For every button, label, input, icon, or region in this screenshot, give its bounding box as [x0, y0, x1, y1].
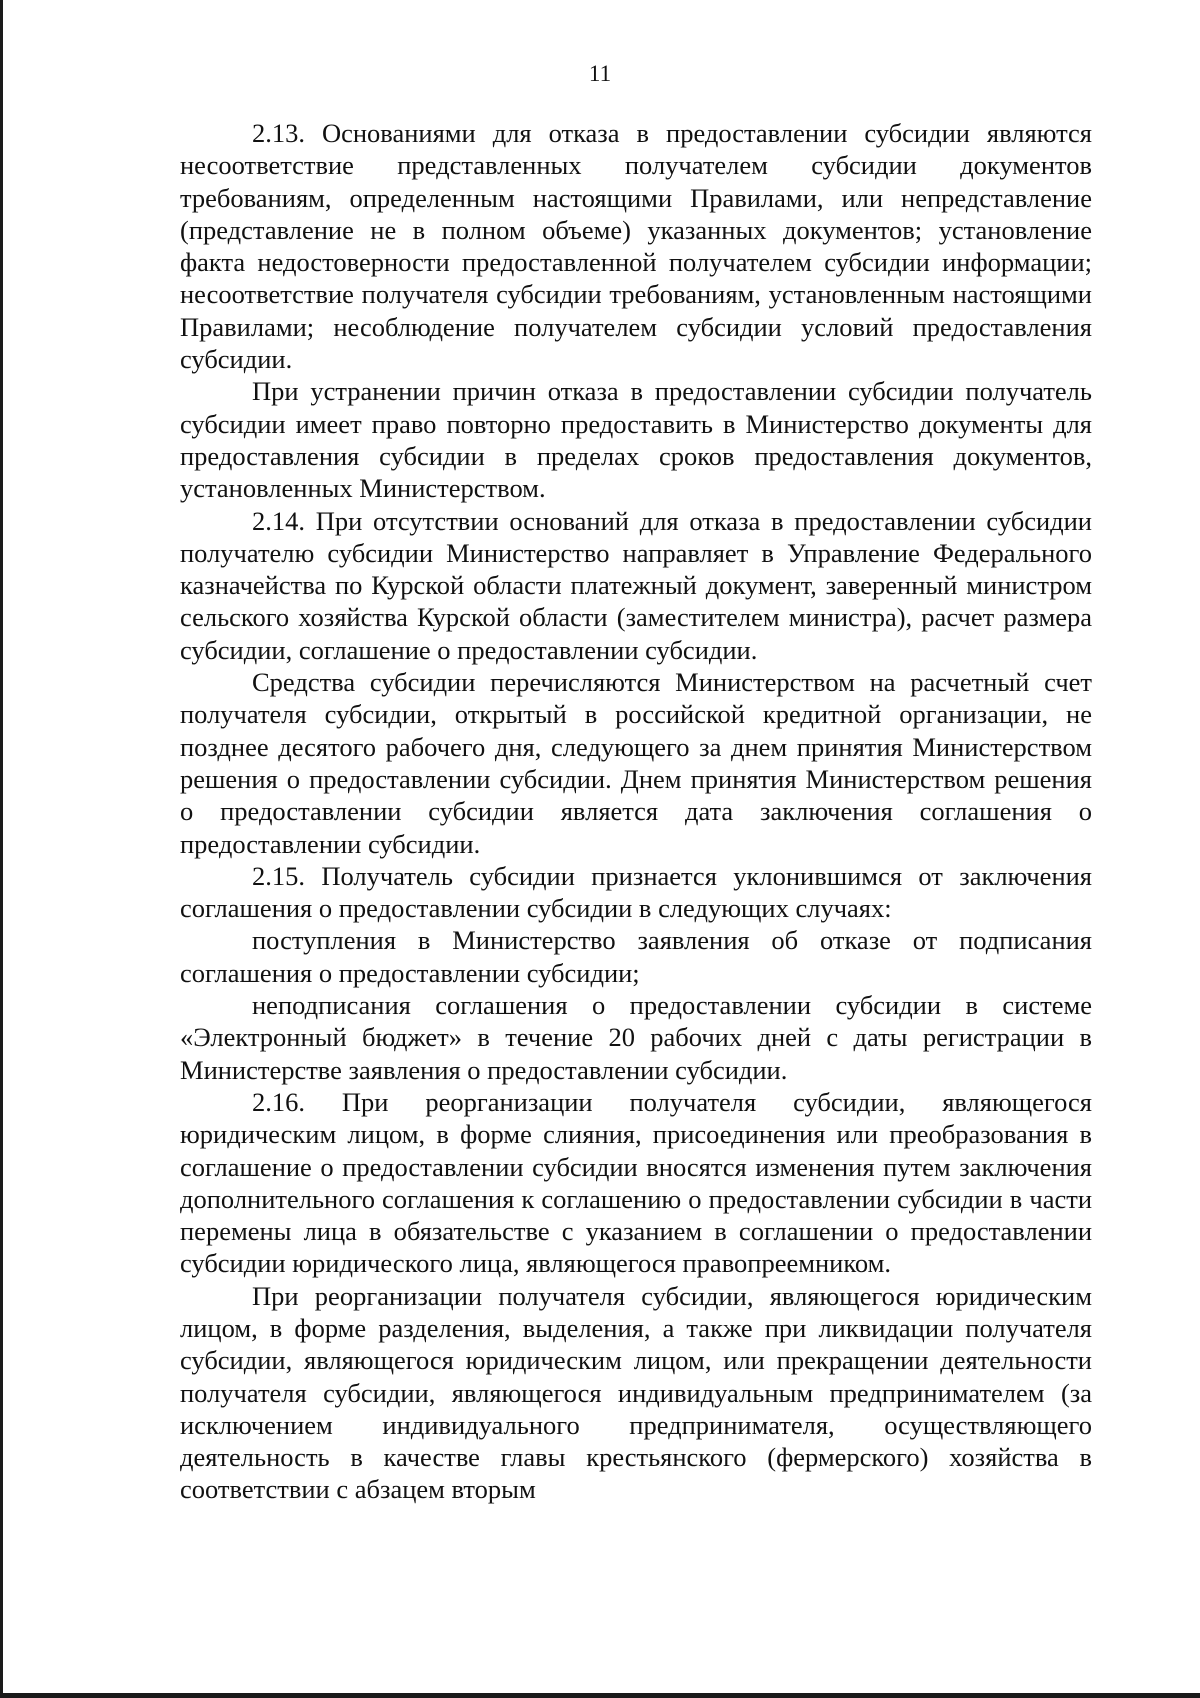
paragraph-2-13: 2.13. Основаниями для отказа в предоставлении субсидии являются несоответствие представленных получателем субсидии документов требованиям, определенным настоящими Правилами, или непредставление (представление не в полном объеме) указанных документов; установление факта недостоверности предоставленной получателем субсидии информации; несоответствие получателя субсидии требованиям, установленным настоящими Правилами; несоблюдение получателем субсидии условий предоставления субсидии.: [180, 118, 1092, 375]
paragraph-2-15: 2.15. Получатель субсидии признается уклонившимся от заключения соглашения о предоставлении субсидии в следующих случаях:: [180, 860, 1092, 924]
page-number: 11: [588, 61, 612, 86]
scan-edge-bottom: [0, 1693, 1200, 1698]
paragraph-refusal-remedy: При устранении причин отказа в предоставлении субсидии получатель субсидии имеет право повторно предоставить в Министерство документы для предоставления субсидии в пределах сроков предоставления документов, установленных Министерством.: [180, 376, 1092, 504]
paragraph-not-signed: неподписания соглашения о предоставлении субсидии в системе «Электронный бюджет» в течение 20 рабочих дней с даты регистрации в Министерстве заявления о предоставлении субсидии.: [180, 990, 1092, 1085]
paragraph-2-16: 2.16. При реорганизации получателя субсидии, являющегося юридическим лицом, в форме слияния, присоединения или преобразования в соглашение о предоставлении субсидии вносятся изменения путем заключения дополнительного соглашения к соглашению о предоставлении субсидии в части перемены лица в обязательстве с указанием в соглашении о предоставлении субсидии юридического лица, являющегося правопреемником.: [180, 1086, 1092, 1279]
paragraph-refusal-application: поступления в Министерство заявления об отказе от подписания соглашения о предоставлении субсидии;: [180, 925, 1092, 988]
scan-edge-left: [0, 0, 3, 1698]
paragraph-funds-transfer: Средства субсидии перечисляются Министерством на расчетный счет получателя субсидии, открытый в российской кредитной организации, не позднее десятого рабочего дня, следующего за днем принятия Министерством решения о предоставлении субсидии. Днем принятия Министерством решения о предоставлении субсидии является дата заключения соглашения о предоставлении субсидии.: [180, 667, 1092, 859]
paragraph-reorganization: При реорганизации получателя субсидии, являющегося юридическим лицом, в форме разделения, выделения, а также при ликвидации получателя субсидии, являющегося юридическим лицом, или прекращении деятельности получателя субсидии, являющегося индивидуальным предпринимателем (за исключением индивидуального предпринимателя, осуществляющего деятельность в качестве главы крестьянского (фермерского) хозяйства в соответствии с абзацем вторым: [180, 1280, 1092, 1505]
paragraph-2-14: 2.14. При отсутствии оснований для отказа в предоставлении субсидии получателю субсидии Министерство направляет в Управление Федерального казначейства по Курской области платежный документ, заверенный министром сельского хозяйства Курской области (заместителем министра), расчет размера субсидии, соглашение о предоставлении субсидии.: [180, 505, 1092, 665]
document-body: [180, 117, 1092, 1506]
